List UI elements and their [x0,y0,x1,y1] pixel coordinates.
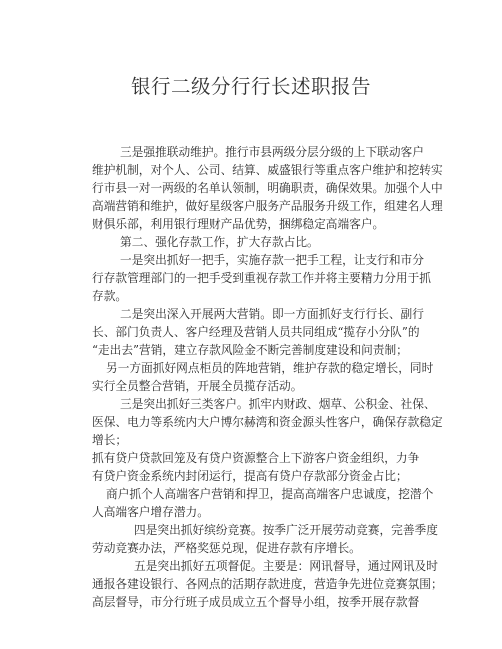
paragraph-line: 财俱乐部，利用银行理财产品优势，捆绑稳定高端客户。 [92,217,385,231]
paragraph-line: 增长； [92,433,128,447]
section-heading: 第二、强化存款工作，扩大存款占比。 [120,235,319,249]
paragraph-line: 行市县一对一两级的名单认领制，明确职责，确保效果。加强个人中 [92,181,443,195]
paragraph-line: 五是突出抓好五项督促。主要是：网讯督导，通过网讯及时 [134,559,438,573]
paragraph-line: 四是突出抓好缤纷竞赛。按季广泛开展劳动竞赛，完善季度 [134,523,438,537]
paragraph-line: “走出去”营销，建立存款风险金不断完善制度建设和问责制； [92,343,408,357]
document-title: 银行二级分行行长述职报告 [130,75,371,99]
paragraph-line: 行存款管理部门的一把手受到重视存款工作并将主要精力分用于抓 [92,271,431,285]
paragraph-line: 另一方面抓好网点柜员的阵地营销，维护存款的稳定增长，同时 [106,361,434,375]
paragraph-line: 高层督导，市分行班子成员成立五个督导小组，按季开展存款督 [92,595,420,609]
paragraph-line: 医保、电力等系统内大户博尔赫湾和资金源头性客户，确保存款稳定 [92,415,443,429]
paragraph-line: 二是突出深入开展两大营销。即一方面抓好支行行长、副行 [120,307,424,321]
paragraph-line: 存款。 [92,289,128,303]
paragraph-line: 有贷户资金系统内封闭运行，提高有贷户存款部分资金占比； [92,469,408,483]
paragraph-line: 长、部门负责人、客户经理及营销人员共同组成“揽存小分队”的 [92,325,420,339]
paragraph-line: 劳动竞赛办法，严格奖惩兑现，促进存款有序增长。 [92,541,361,555]
paragraph-line: 抓有贷户贷款回笼及有贷户资源整合上下游客户资金组织，力争 [92,451,420,465]
paragraph-line: 高端营销和维护，做好星级客户服务产品服务升级工作，组建名人理 [92,199,443,213]
paragraph-line: 维护机制，对个人、公司、结算、威盛银行等重点客户维护和挖转实 [92,163,443,177]
paragraph-line: 人高端客户增存潜力。 [92,505,209,519]
paragraph-line: 通报各建设银行、各网点的活期存款进度，营造争先进位竞赛氛围； [92,577,443,591]
paragraph-line: 商户抓个人高端客户营销和捍卫，提高高端客户忠诚度，挖潜个 [106,487,434,501]
paragraph-line: 一是突出抓好一把手，实施存款一把手工程，让支行和市分 [120,253,424,267]
paragraph-line: 三是强推联动维护。推行市县两级分层分级的上下联动客户 [120,145,424,159]
paragraph-line: 实行全员整合营销，开展全员揽存活动。 [92,379,303,393]
paragraph-line: 三是突出抓好三类客户。抓牢内财政、烟草、公积金、社保、 [120,397,436,411]
